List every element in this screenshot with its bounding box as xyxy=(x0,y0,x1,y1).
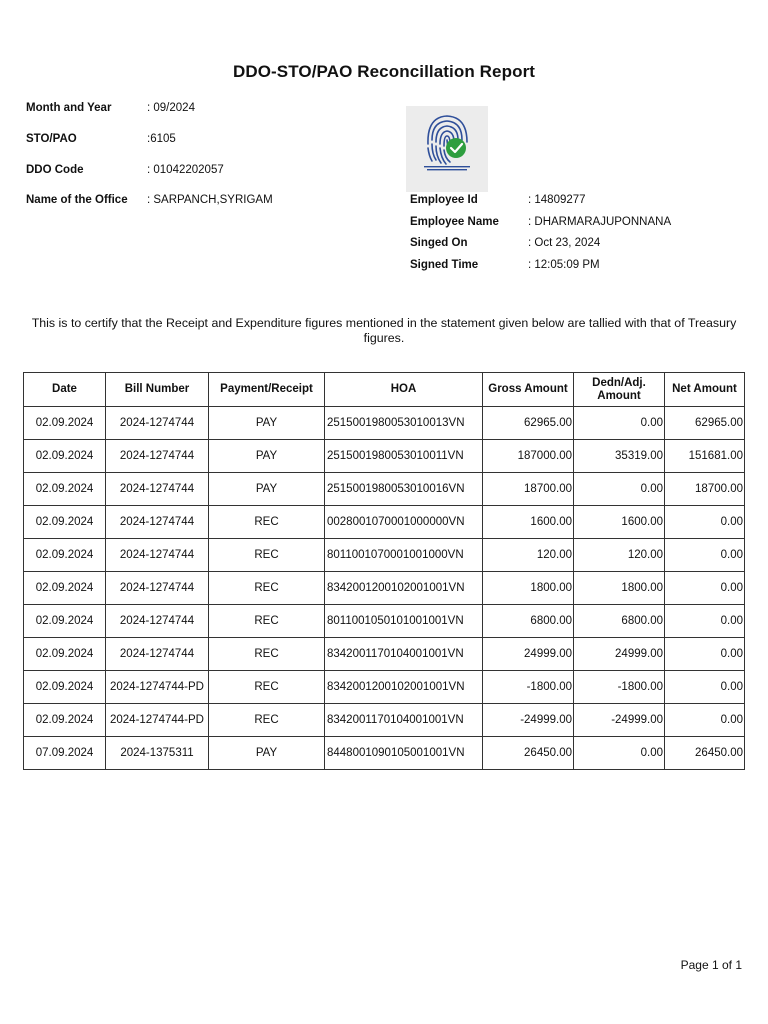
ddo-code-value: : 01042202057 xyxy=(147,164,224,176)
office-name-label: Name of the Office xyxy=(26,194,128,206)
cell-payment-receipt: PAY xyxy=(209,440,325,473)
cell-bill-number: 2024-1274744 xyxy=(106,539,209,572)
table-row xyxy=(24,440,745,473)
cell-date: 02.09.2024 xyxy=(24,473,106,506)
cell-hoa: 8342001200102001001VN xyxy=(325,671,483,704)
cell-payment-receipt: REC xyxy=(209,638,325,671)
cell-payment-receipt: PAY xyxy=(209,473,325,506)
table-row xyxy=(24,671,745,704)
cell-payment-receipt: REC xyxy=(209,506,325,539)
signed-on-label: Singed On xyxy=(410,237,468,249)
table-row xyxy=(24,572,745,605)
cell-date: 02.09.2024 xyxy=(24,605,106,638)
cell-payment-receipt: PAY xyxy=(209,737,325,770)
cell-date: 02.09.2024 xyxy=(24,638,106,671)
fingerprint-check-icon xyxy=(406,106,488,192)
cell-payment-receipt: REC xyxy=(209,605,325,638)
cell-date: 02.09.2024 xyxy=(24,539,106,572)
table-row xyxy=(24,737,745,770)
certification-text: This is to certify that the Receipt and Expenditure figures mentioned in the statement given below are tallied with that of Treasury figures. xyxy=(31,316,737,345)
cell-bill-number: 2024-1375311 xyxy=(106,737,209,770)
cell-bill-number: 2024-1274744 xyxy=(106,407,209,440)
month-year-label: Month and Year xyxy=(26,102,112,114)
cell-net-amount: 0.00 xyxy=(665,671,745,704)
column-header-date: Date xyxy=(24,373,106,407)
cell-dedn-adj-amount: 0.00 xyxy=(574,473,665,506)
table-row xyxy=(24,638,745,671)
month-year-value: : 09/2024 xyxy=(147,102,195,114)
cell-payment-receipt: REC xyxy=(209,704,325,737)
table-body xyxy=(24,407,745,770)
table-row xyxy=(24,704,745,737)
table-row xyxy=(24,506,745,539)
cell-net-amount: 151681.00 xyxy=(665,440,745,473)
employee-name-value: : DHARMARAJUPONNANA xyxy=(528,216,672,228)
cell-gross-amount: 1800.00 xyxy=(483,572,574,605)
cell-dedn-adj-amount: -1800.00 xyxy=(574,671,665,704)
cell-dedn-adj-amount: 24999.00 xyxy=(574,638,665,671)
sto-pao-value: :6105 xyxy=(147,133,176,145)
table-row xyxy=(24,605,745,638)
column-header-hoa: HOA xyxy=(325,373,483,407)
reconciliation-table xyxy=(23,372,745,770)
cell-date: 02.09.2024 xyxy=(24,572,106,605)
cell-dedn-adj-amount: 0.00 xyxy=(574,407,665,440)
cell-dedn-adj-amount: 120.00 xyxy=(574,539,665,572)
cell-hoa: 0028001070001000000VN xyxy=(325,506,483,539)
column-header-dedn-adj-amount: Dedn/Adj. Amount xyxy=(574,373,665,407)
cell-gross-amount: 62965.00 xyxy=(483,407,574,440)
cell-bill-number: 2024-1274744 xyxy=(106,440,209,473)
cell-payment-receipt: REC xyxy=(209,572,325,605)
cell-hoa: 8342001170104001001VN xyxy=(325,638,483,671)
table-row xyxy=(24,473,745,506)
cell-date: 02.09.2024 xyxy=(24,704,106,737)
office-name-value: : SARPANCH,SYRIGAM xyxy=(147,194,273,206)
cell-gross-amount: 120.00 xyxy=(483,539,574,572)
page-number: Page 1 of 1 xyxy=(680,958,742,972)
cell-hoa: 8448001090105001001VN xyxy=(325,737,483,770)
cell-bill-number: 2024-1274744-PD xyxy=(106,671,209,704)
column-header-net-amount: Net Amount xyxy=(665,373,745,407)
cell-dedn-adj-amount: 0.00 xyxy=(574,737,665,770)
column-header-payment-receipt: Payment/Receipt xyxy=(209,373,325,407)
cell-gross-amount: 24999.00 xyxy=(483,638,574,671)
employee-name-label: Employee Name xyxy=(410,216,499,228)
cell-gross-amount: 1600.00 xyxy=(483,506,574,539)
table-header-row xyxy=(24,373,745,407)
cell-net-amount: 0.00 xyxy=(665,539,745,572)
cell-hoa: 8011001070001001000VN xyxy=(325,539,483,572)
cell-net-amount: 0.00 xyxy=(665,638,745,671)
cell-payment-receipt: PAY xyxy=(209,407,325,440)
signed-on-value: : Oct 23, 2024 xyxy=(528,237,601,249)
cell-gross-amount: 187000.00 xyxy=(483,440,574,473)
cell-hoa: 8011001050101001001VN xyxy=(325,605,483,638)
cell-date: 07.09.2024 xyxy=(24,737,106,770)
cell-date: 02.09.2024 xyxy=(24,440,106,473)
cell-net-amount: 26450.00 xyxy=(665,737,745,770)
cell-dedn-adj-amount: 6800.00 xyxy=(574,605,665,638)
cell-dedn-adj-amount: 35319.00 xyxy=(574,440,665,473)
cell-net-amount: 0.00 xyxy=(665,704,745,737)
cell-net-amount: 0.00 xyxy=(665,572,745,605)
cell-payment-receipt: REC xyxy=(209,539,325,572)
signed-time-value: : 12:05:09 PM xyxy=(528,259,600,271)
ddo-code-label: DDO Code xyxy=(26,164,84,176)
cell-gross-amount: 6800.00 xyxy=(483,605,574,638)
cell-bill-number: 2024-1274744 xyxy=(106,572,209,605)
cell-date: 02.09.2024 xyxy=(24,671,106,704)
cell-hoa: 2515001980053010016VN xyxy=(325,473,483,506)
cell-gross-amount: 18700.00 xyxy=(483,473,574,506)
cell-bill-number: 2024-1274744 xyxy=(106,506,209,539)
cell-net-amount: 62965.00 xyxy=(665,407,745,440)
report-title: DDO-STO/PAO Reconcillation Report xyxy=(232,62,536,81)
column-header-gross-amount: Gross Amount xyxy=(483,373,574,407)
cell-net-amount: 18700.00 xyxy=(665,473,745,506)
cell-net-amount: 0.00 xyxy=(665,605,745,638)
cell-net-amount: 0.00 xyxy=(665,506,745,539)
cell-hoa: 8342001200102001001VN xyxy=(325,572,483,605)
cell-gross-amount: 26450.00 xyxy=(483,737,574,770)
cell-dedn-adj-amount: -24999.00 xyxy=(574,704,665,737)
cell-hoa: 2515001980053010013VN xyxy=(325,407,483,440)
cell-date: 02.09.2024 xyxy=(24,506,106,539)
cell-bill-number: 2024-1274744 xyxy=(106,473,209,506)
cell-gross-amount: -1800.00 xyxy=(483,671,574,704)
cell-hoa: 2515001980053010011VN xyxy=(325,440,483,473)
sto-pao-label: STO/PAO xyxy=(26,133,77,145)
column-header-bill-number: Bill Number xyxy=(106,373,209,407)
signed-time-label: Signed Time xyxy=(410,259,479,271)
cell-hoa: 8342001170104001001VN xyxy=(325,704,483,737)
cell-bill-number: 2024-1274744 xyxy=(106,605,209,638)
cell-date: 02.09.2024 xyxy=(24,407,106,440)
employee-id-value: : 14809277 xyxy=(528,194,586,206)
cell-gross-amount: -24999.00 xyxy=(483,704,574,737)
table-row xyxy=(24,539,745,572)
cell-dedn-adj-amount: 1800.00 xyxy=(574,572,665,605)
cell-dedn-adj-amount: 1600.00 xyxy=(574,506,665,539)
table-row xyxy=(24,407,745,440)
employee-id-label: Employee Id xyxy=(410,194,478,206)
cell-payment-receipt: REC xyxy=(209,671,325,704)
cell-bill-number: 2024-1274744-PD xyxy=(106,704,209,737)
cell-bill-number: 2024-1274744 xyxy=(106,638,209,671)
